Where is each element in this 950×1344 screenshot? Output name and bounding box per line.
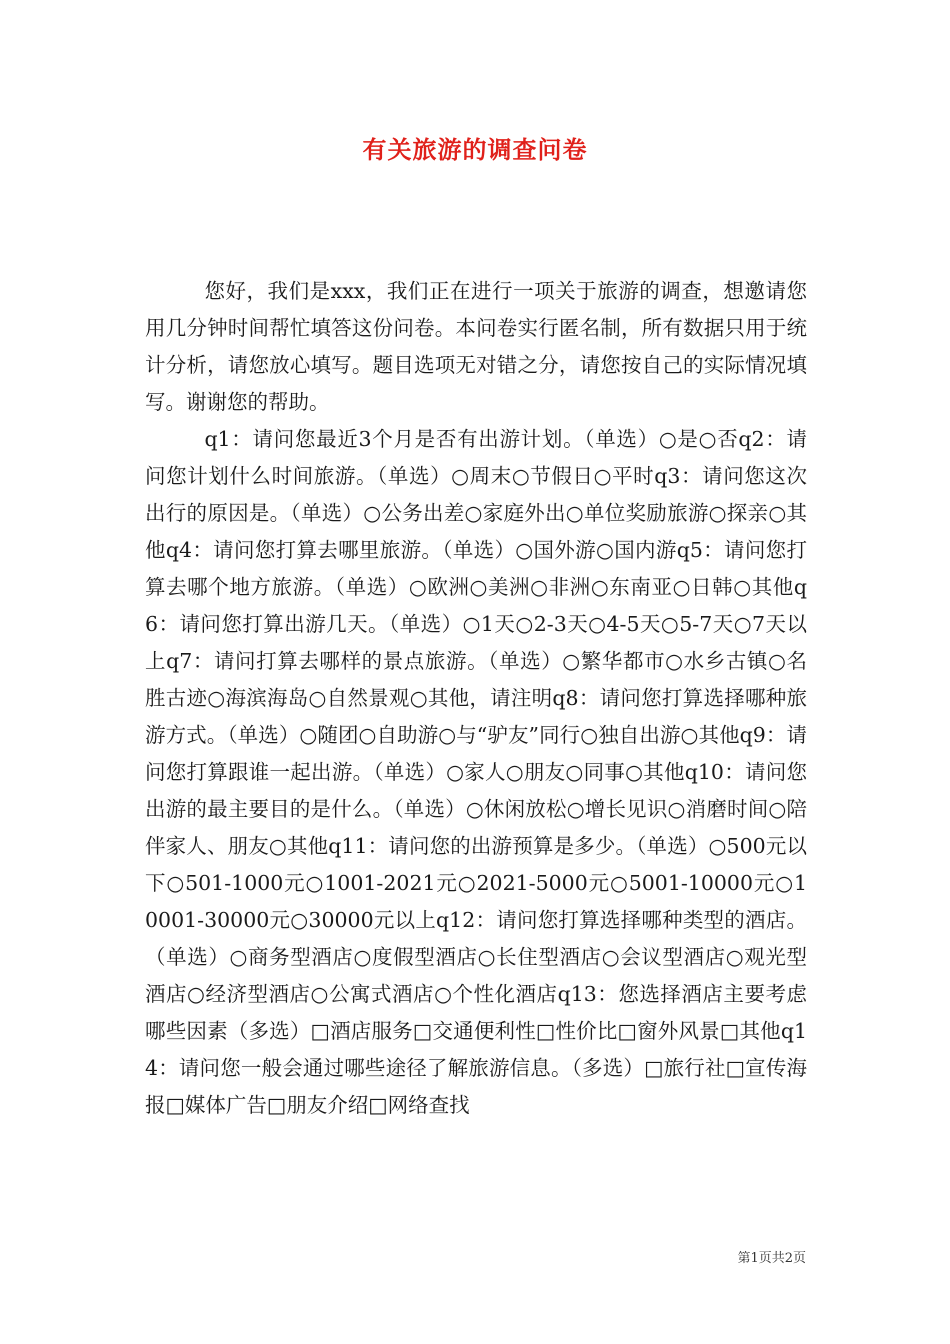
- intro-paragraph: 您好，我们是xxx，我们正在进行一项关于旅游的调查，想邀请您用几分钟时间帮忙填答这份问卷。本问卷实行匿名制，所有数据只用于统计分析，请您放心填写。题目选项无对错之分，请您按自己的实际情况填写。谢谢您的帮助。: [145, 279, 807, 414]
- document-title: 有关旅游的调查问卷: [362, 135, 588, 164]
- questions-paragraph: q1：请问您最近3个月是否有出游计划。（单选）○是○否q2：请问您计划什么时间旅游。（单选）○周末○节假日○平时q3：请问您这次出行的原因是。（单选）○公务出差○家庭外出○单位奖励旅游○探亲○其他q4：请问您打算去哪里旅游。（单选）○国外游○国内游q5：请问您打算去哪个地方旅游。（单选）○欧洲○美洲○非洲○东南亚○日韩○其他q6：请问您打算出游几天。（单选）○1天○2-3天○4-5天○5-7天○7天以上q7：请问打算去哪样的景点旅游。（单选）○繁华都市○水乡古镇○名胜古迹○海滨海岛○自然景观○其他，请注明q8：请问您打算选择哪种旅游方式。（单选）○随团○自助游○与“驴友”同行○独自出游○其他q9：请问您打算跟谁一起出游。（单选）○家人○朋友○同事○其他q10：请问您出游的最主要目的是什么。（单选）○休闲放松○增长见识○消磨时间○陪伴家人、朋友○其他q11：请问您的出游预算是多少。（单选）○500元以下○501-1000元○1001-2021元○2021-5000元○5001-10000元○10001-30000元○30000元以上q12：请问您打算选择哪种类型的酒店。（单选）○商务型酒店○度假型酒店○长住型酒店○会议型酒店○观光型酒店○经济型酒店○公寓式酒店○个性化酒店q13：您选择酒店主要考虑哪些因素（多选）□酒店服务□交通便利性□性价比□窗外风景□其他q14：请问您一般会通过哪些途径了解旅游信息。（多选）□旅行社□宣传海报□媒体广告□朋友介绍□网络查找: [145, 427, 807, 1117]
- page-number: 第1页共2页: [737, 1251, 806, 1266]
- document-body: [145, 273, 807, 1124]
